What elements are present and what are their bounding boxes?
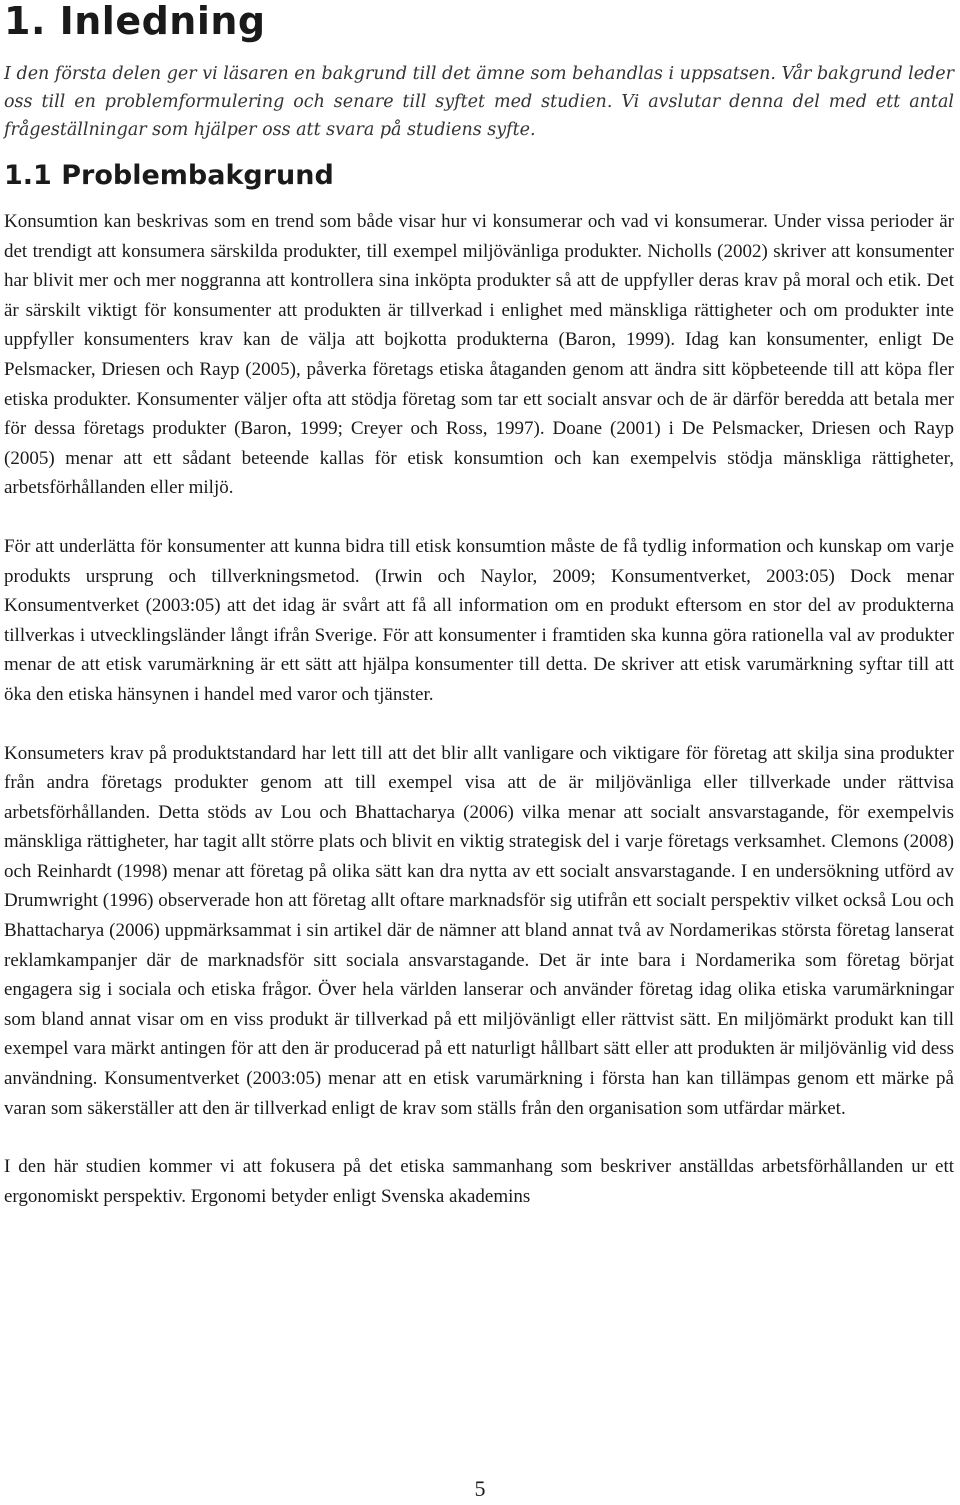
chapter-title: 1. Inledning [4,0,266,43]
body-paragraph-3: Konsumeters krav på produktstandard har lett till att det blir allt vanligare och viktigare för företag att skilja sina produkter från andra företags produkter genom att till exempel visa att de är miljövänliga eller tillverkade under rättvisa arbetsförhållanden. Detta stöds av Lou och Bhattacharya (2006) vilka menar att socialt ansvarstagande, för exempelvis mänskliga rättigheter, har tagit allt större plats och blivit en viktig strategisk del i varje företags verksamhet. Clemons (2008) och Reinhardt (1998) menar att företag på olika sätt kan dra nytta av ett socialt ansvarstagande. I en undersökning utförd av Drumwright (1996) observerade hon att företag allt oftare marknadsför sig utifrån ett socialt perspektiv vilket också Lou och Bhattacharya (2006) uppmärksammat i sin artikel där de nämner att bland annat två av Nordamerikas största företag lanserat reklamkampanjer där de marknadsför sitt sociala ansvarstagande. Det är inte bara i Nordamerika som företag börjat engagera sig i sociala och etiska frågor. Över hela världen lanserar och använder företag idag olika etiska varumärkningar som bland annat visar om en viss produkt är tillverkad på ett miljövänligt eller rättvist sätt. En miljömärkt produkt kan till exempel vara märkt antingen för att den är producerad på ett naturligt hållbart sätt eller att produkten är miljövänlig vid dess användning. Konsumentverket (2003:05) menar att en etisk varumärkning i första han kan tillämpas genom ett märke på varan som säkerställer att den är tillverkad enligt de krav som ställs från den organisation som utfärdar märket. [4,742,954,1119]
body-paragraph-2: För att underlätta för konsumenter att kunna bidra till etisk konsumtion måste de få tydlig information och kunskap om varje produkts ursprung och tillverkningsmetod. (Irwin och Naylor, 2009; Konsumentverket, 2003:05) Dock menar Konsumentverket (2003:05) att det idag är svårt att få all information om en produkt eftersom en stor del av produkterna tillverkas i utvecklingsländer långt ifrån Sverige. För att konsumenter i framtiden ska kunna göra rationella val av produkter menar de att etisk varumärkning är ett sätt att hjälpa konsumenter till detta. De skriver att etisk varumärkning syftar till att öka den etiska hänsynen i handel med varor och tjänster. [4,535,954,705]
body-paragraph-1: Konsumtion kan beskrivas som en trend som både visar hur vi konsumerar och vad vi konsumerar. Under vissa perioder är det trendigt att konsumera särskilda produkter, till exempel miljövänliga produkter. Nicholls (2002) skriver att konsumenter har blivit mer och mer noggranna att kontrollera sina inköpta produkter så att de uppfyller deras krav på moral och etik. Det är särskilt viktigt för konsumenter att produkten är tillverkad i enlighet med mänskliga rättigheter och om produkter inte uppfyller konsumenters krav kan de välja att bojkotta produkterna (Baron, 1999). Idag kan konsumenter, enligt De Pelsmacker, Driesen och Rayp (2005), påverka företags etiska åtaganden genom att ändra sitt köpbeteende till att köpa fler etiska produkter. Konsumenter väljer ofta att stödja företag som tar ett socialt ansvar och de är därför beredda att betala mer för dessa företags produkter (Baron, 1999; Creyer och Ross, 1997). Doane (2001) i De Pelsmacker, Driesen och Rayp (2005) menar att ett sådant beteende kallas för etisk konsumtion och kan exempelvis stödja mänskliga rättigheter, arbetsförhållanden eller miljö. [4,211,954,499]
body-paragraph-4: I den här studien kommer vi att fokusera på det etiska sammanhang som beskriver anställdas arbetsförhållanden ur ett ergonomiskt perspektiv. Ergonomi betyder enligt Svenska akademins [4,1156,954,1207]
page-number: 5 [474,1476,486,1501]
chapter-intro: I den första delen ger vi läsaren en bakgrund till det ämne som behandlas i uppsatsen. Vår bakgrund leder oss till en problemformulering och senare till syftet med studien. Vi avslutar denna del med ett antal frågeställningar som hjälper oss att svara på studiens syfte. [4,64,954,140]
document-page [4,0,954,1211]
section-title: 1.1 Problembakgrund [4,160,334,191]
